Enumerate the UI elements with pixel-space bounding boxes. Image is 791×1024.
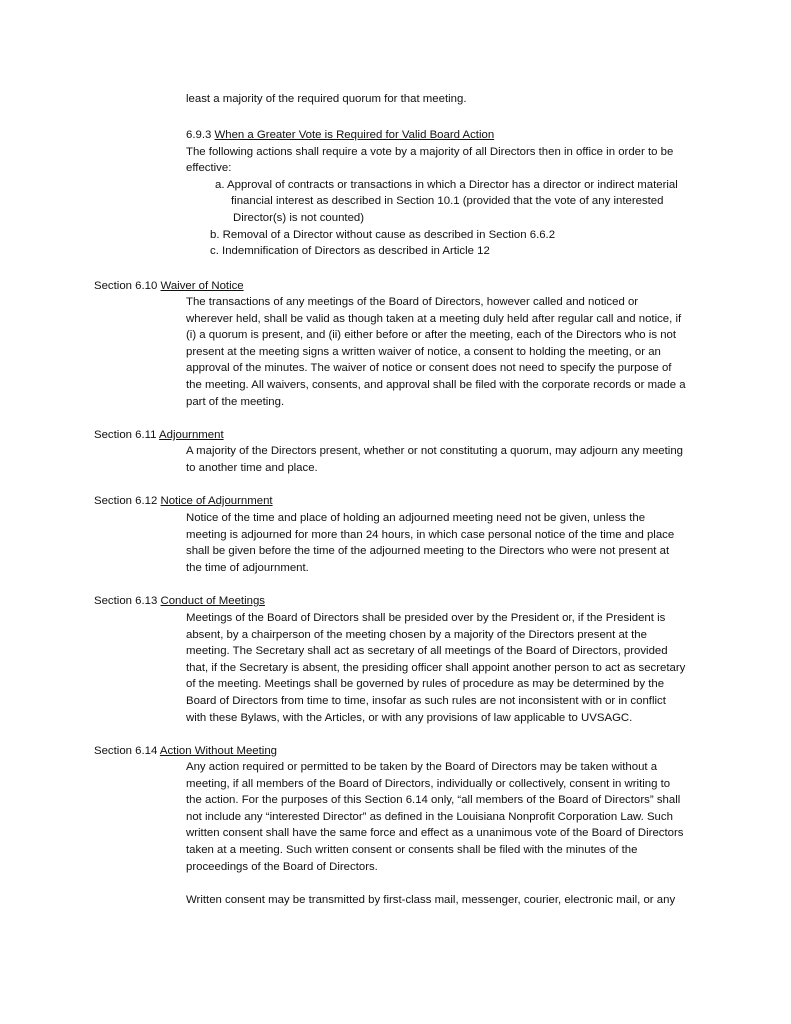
section-title: Action Without Meeting: [159, 745, 278, 757]
section-heading-6-11: [94, 427, 224, 444]
section-number: Section 6.10: [94, 280, 158, 292]
section-body-6-13: [186, 610, 706, 726]
list-item-a: a. Approval of contracts or transactions in which a Director has a director or indirect material: [215, 178, 678, 191]
text-line: Meetings of the Board of Directors shall be presided over by the President or, if the President is: [186, 612, 666, 624]
text-line: Written consent may be transmitted by first-class mail, messenger, courier, electronic mail, or any: [186, 894, 676, 906]
text-line: absent, by a chairperson of the meeting chosen by a majority of the Directors present at the: [186, 628, 647, 641]
subsection-6-9-3: [186, 127, 706, 260]
text-line: the time of adjournment.: [186, 561, 309, 574]
text-line: written consent shall have the same force and effect as a unanimous vote of the Board of Directors: [186, 827, 684, 840]
text-line: A majority of the Directors present, whether or not constituting a quorum, may adjourn any meeting: [186, 445, 684, 457]
text-line: the meeting. All waivers, consents, and approval shall be filed with the corporate records or made a: [186, 378, 686, 391]
list-item-a-cont: Director(s) is not counted): [233, 211, 365, 224]
text-line: Notice of the time and place of holding an adjourned meeting need not be given, unless the: [186, 512, 646, 524]
section-body-6-10: [186, 294, 706, 410]
section-title: Conduct of Meetings: [160, 595, 265, 607]
section-number: Section 6.14: [94, 745, 158, 757]
text-line: taken at a meeting. Such written consent or consents shall be filed with the minutes of the: [186, 843, 638, 856]
text-line: The transactions of any meetings of the Board of Directors, however called and noticed or: [186, 296, 639, 308]
text-line: to another time and place.: [186, 461, 318, 474]
text-line: (i) a quorum is present, and (ii) either before or after the meeting, each of the Directors who is not: [186, 329, 677, 342]
text-line: approval of the minutes. The waiver of notice or consent does not need to specify the purpose of: [186, 362, 672, 375]
section-title: Notice of Adjournment: [160, 495, 273, 507]
section-number: Section 6.11: [94, 429, 157, 441]
text-line: effective:: [186, 162, 232, 175]
section-heading-6-12: [94, 493, 273, 510]
text-line: proceedings of the Board of Directors.: [186, 860, 378, 873]
list-item-c: c. Indemnification of Directors as described in Article 12: [210, 245, 490, 258]
text-line: present at the meeting signs a written waiver of notice, a consent to holding the meeting, or an: [186, 345, 661, 358]
text-line: part of the meeting.: [186, 395, 285, 408]
text-line: Board of Directors from time to time, insofar as such rules are not inconsistent with or in conflict: [186, 694, 666, 707]
section-title: Adjournment: [159, 429, 224, 441]
section-number: Section 6.13: [94, 595, 158, 607]
list-item-a-cont: financial interest as described in Section 10.1 (provided that the vote of any interested: [231, 195, 664, 208]
text-line: of the meeting. Meetings shall be governed by rules of procedure as may be determined by the: [186, 678, 665, 691]
text-line: not include any “interested Director” as defined in the Louisiana Nonprofit Corporation Law. Such: [186, 810, 673, 823]
text-line: least a majority of the required quorum for that meeting.: [186, 93, 467, 105]
section-heading-6-14: [94, 743, 277, 760]
section-title: Waiver of Notice: [160, 280, 244, 292]
section-number: Section 6.12: [94, 495, 158, 507]
list-item-b: b. Removal of a Director without cause as described in Section 6.6.2: [210, 228, 556, 241]
text-line: the action. For the purposes of this Section 6.14 only, “all members of the Board of Directors” shall: [186, 794, 681, 807]
subsection-title: When a Greater Vote is Required for Valid Board Action: [214, 129, 495, 141]
section-body-6-14: [186, 759, 706, 875]
text-line: that, if the Secretary is absent, the presiding officer shall appoint another person to act as secretary: [186, 661, 686, 674]
text-line: shall be given before the time of the adjourned meeting to the Directors who were not present at: [186, 545, 670, 558]
section-body-6-11: [186, 443, 706, 476]
section-heading-6-13: [94, 593, 265, 610]
text-line: with these Bylaws, with the Articles, or with any provisions of law applicable to UVSAGC.: [186, 711, 633, 724]
continuation-text: [186, 91, 706, 108]
section-body-6-12: [186, 510, 706, 576]
text-line: meeting is adjourned for more than 24 hours, in which case personal notice of the time and place: [186, 528, 675, 541]
text-line: Any action required or permitted to be taken by the Board of Directors may be taken without a: [186, 761, 658, 773]
section-heading-6-10: [94, 278, 244, 295]
subsection-heading: [186, 127, 706, 144]
text-line: The following actions shall require a vote by a majority of all Directors then in office in order to be: [186, 145, 674, 158]
text-line: meeting, if all members of the Board of Directors, individually or collectively, consent in writing to: [186, 777, 671, 790]
text-line: meeting. The Secretary shall act as secretary of all meetings of the Board of Directors, provided: [186, 645, 668, 658]
text-line: wherever held, shall be valid as though taken at a meeting duly held after regular call and notice, if: [186, 312, 682, 325]
subsection-number: 6.9.3: [186, 129, 212, 141]
section-body-6-14-para2: [186, 892, 706, 909]
